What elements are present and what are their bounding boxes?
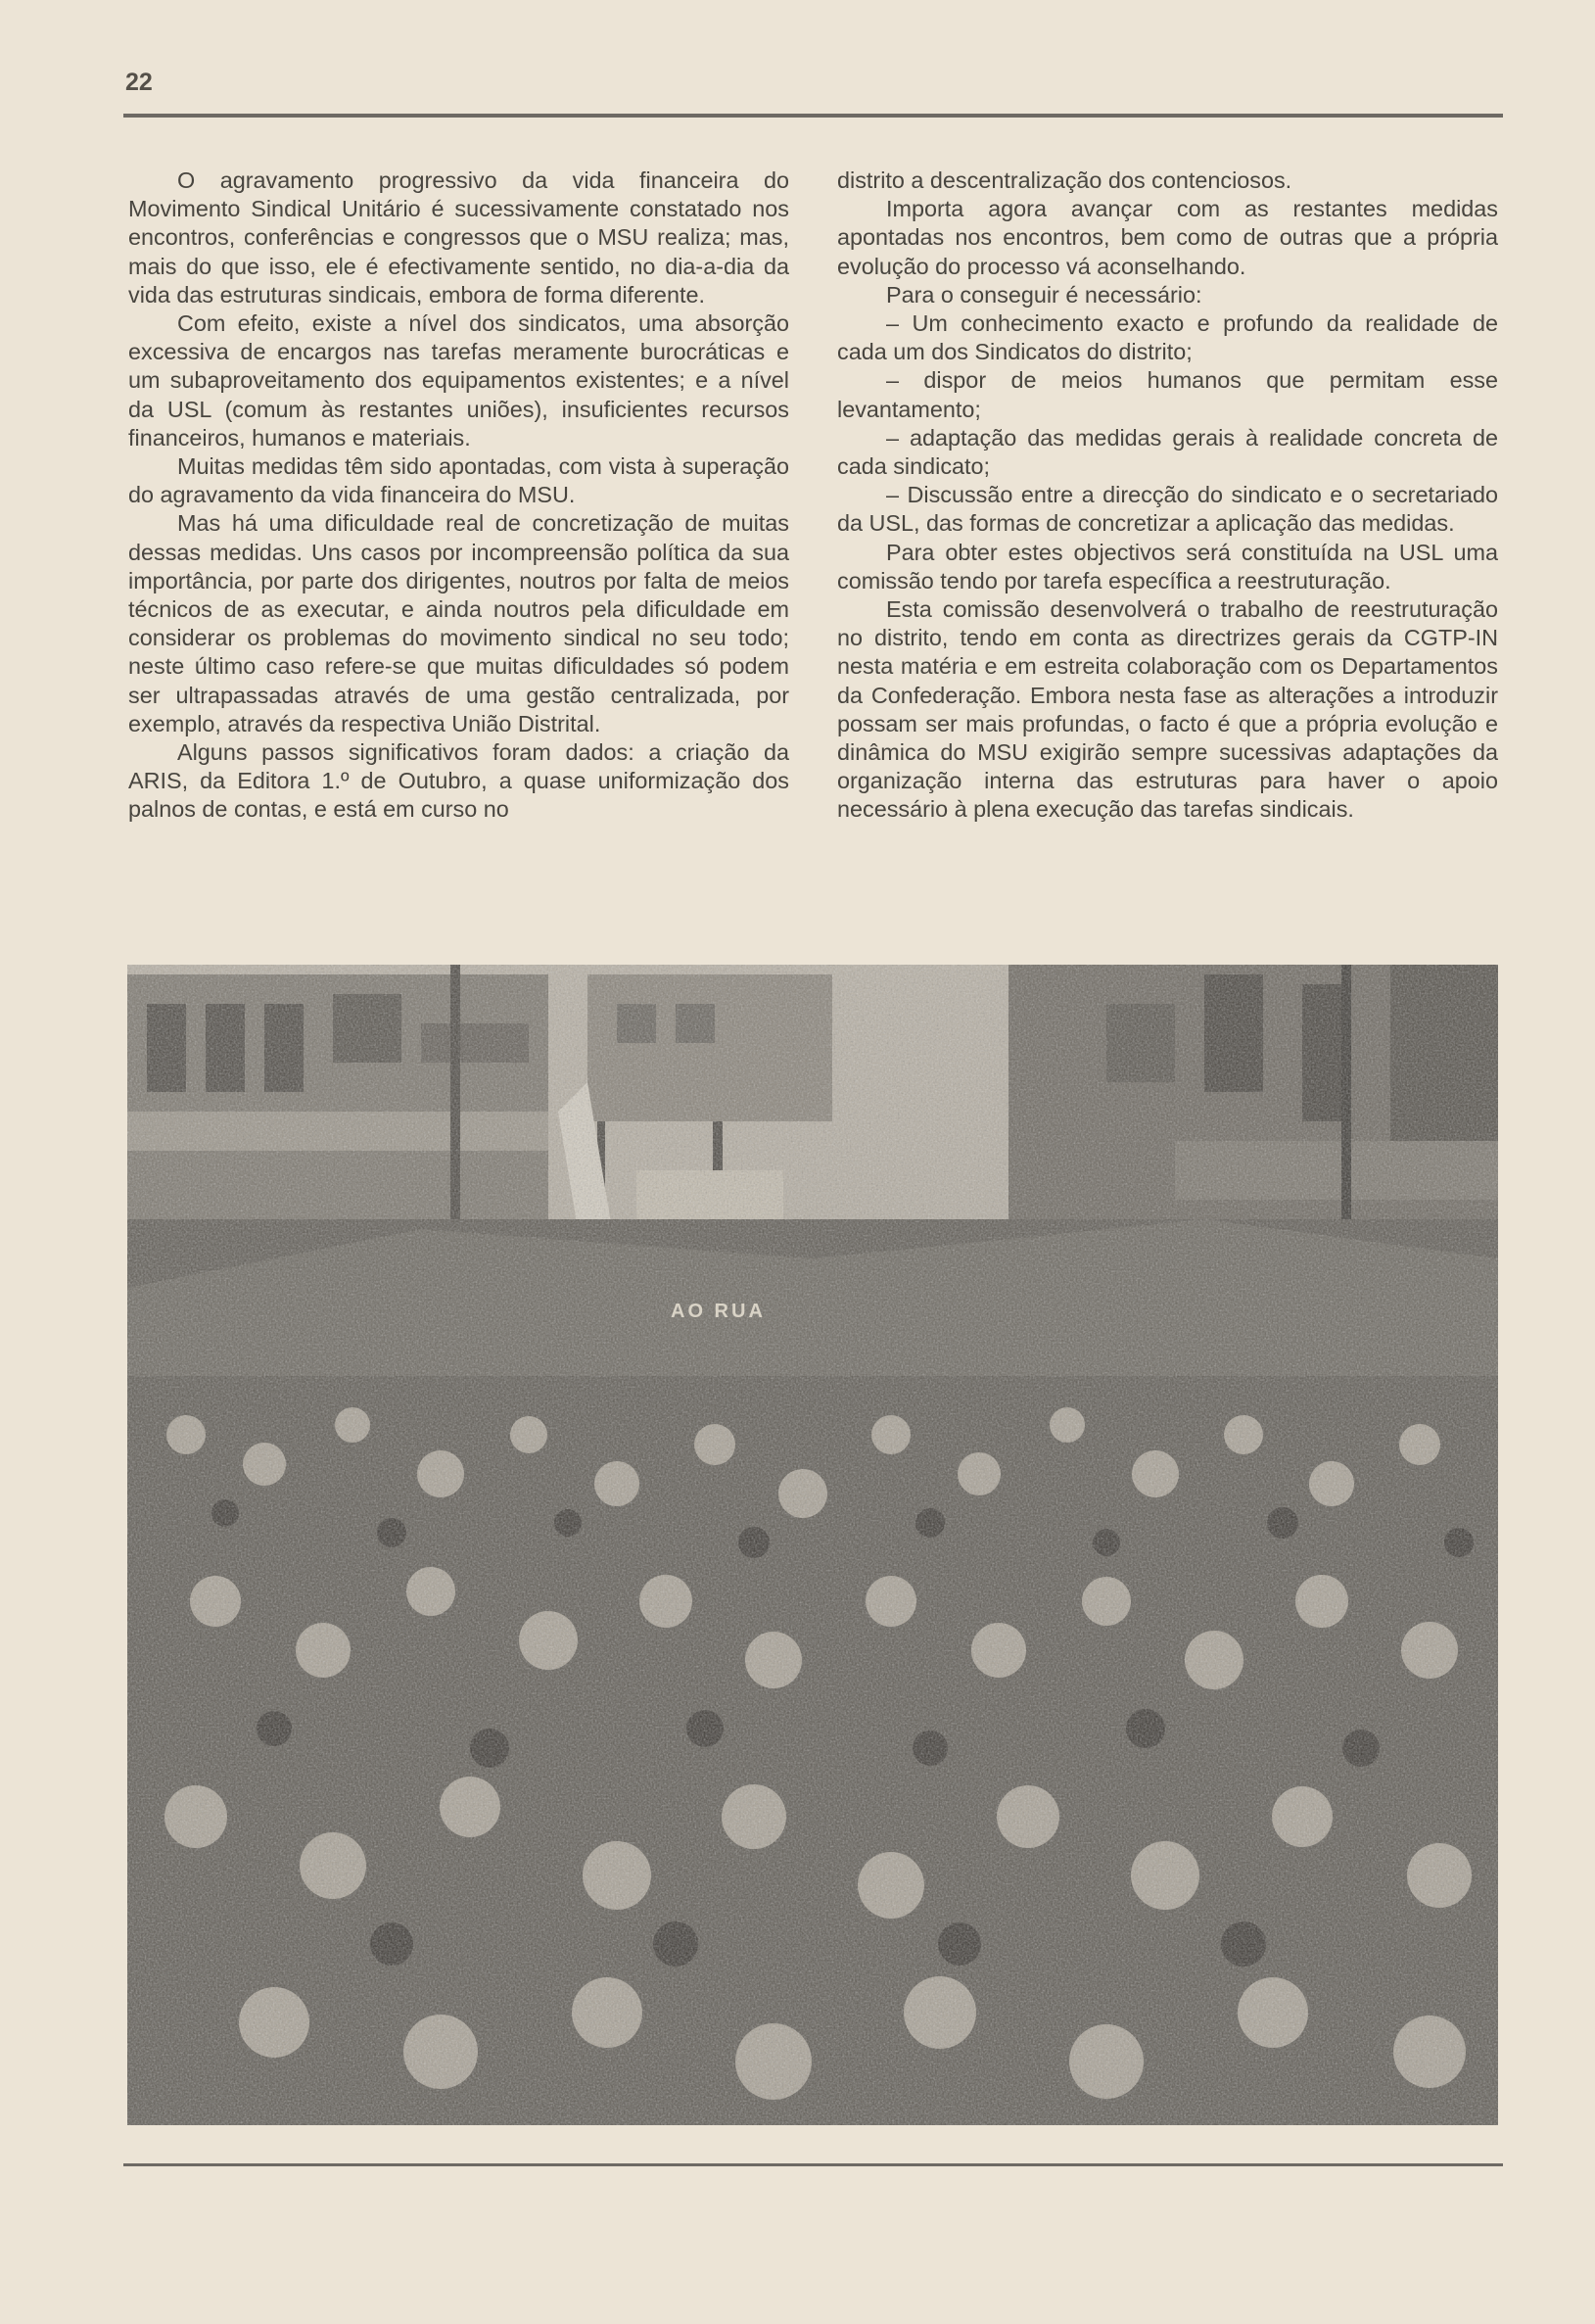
footer-rule (123, 2163, 1503, 2166)
left-text-column (128, 166, 789, 825)
paragraph: Importa agora avançar com as restantes medidas apontadas nos encontros, bem como de outras que a própria evolução do processo vá aconselhando. (837, 196, 1498, 279)
paragraph: Para o conseguir é necessário: (886, 281, 1202, 308)
crowd-photo-image (127, 965, 1498, 2125)
list-item: – Discussão entre a direcção do sindicato e o secretariado da USL, das formas de concretizar a aplicação das medidas. (837, 482, 1498, 537)
header-rule (123, 114, 1503, 118)
right-text-column (837, 166, 1498, 825)
paragraph: Com efeito, existe a nível dos sindicatos, uma absorção excessiva de encargos nas tarefas meramente burocráticas e um subaproveitamento dos equipamentos existentes; e a nível da USL (comum às restantes uniões), insuficientes recursos financeiros, humanos e materiais. (128, 310, 789, 451)
page-number: 22 (125, 69, 153, 96)
paragraph: Mas há uma dificuldade real de concretização de muitas dessas medidas. Uns casos por incompreensão política da sua importância, por parte dos dirigentes, noutros por falta de meios técnicos de as executar, e ainda noutros pela dificuldade em considerar os problemas do movimento sindical no seu todo; neste último caso refere-se que muitas dificuldades só podem ser ultrapassadas através de uma gestão centralizada, por exemplo, através da respectiva União Distrital. (128, 510, 789, 736)
paragraph: Esta comissão desenvolverá o trabalho de reestruturação no distrito, tendo em conta as directrizes gerais da CGTP-IN nesta matéria e em estreita colaboração com os Departamentos da Confederação. Embora nesta fase as alterações a introduzir possam ser mais profundas, o facto é que a própria evolução e dinâmica do MSU exigirão sempre sucessivas adaptações da organização interna das estruturas para haver o apoio necessário à plena execução das tarefas sindicais. (837, 596, 1498, 823)
paragraph: distrito a descentralização dos contenciosos. (837, 167, 1292, 193)
paragraph: Muitas medidas têm sido apontadas, com vista à superação do agravamento da vida financeira do MSU. (128, 453, 789, 508)
paragraph: Alguns passos significativos foram dados: a criação da ARIS, da Editora 1.º de Outubro, a quase uniformização dos palnos de contas, e está em curso no (128, 739, 789, 823)
list-item: – dispor de meios humanos que permitam esse levantamento; (837, 367, 1498, 422)
paragraph: O agravamento progressivo da vida financeira do Movimento Sindical Unitário é sucessivamente constatado nos encontros, conferências e congressos que o MSU realiza; mas, mais do que isso, ele é efectivamente sentido, no dia-a-dia da vida das estruturas sindicais, embora de forma diferente. (128, 167, 789, 308)
crowd-photo (127, 965, 1498, 2125)
paragraph: Para obter estes objectivos será constituída na USL uma comissão tendo por tarefa específica a reestruturação. (837, 539, 1498, 593)
photo-sign-text: AO RUA (671, 1301, 766, 1322)
list-item: – adaptação das medidas gerais à realidade concreta de cada sindicato; (837, 424, 1498, 480)
list-item: – Um conhecimento exacto e profundo da realidade de cada um dos Sindicatos do distrito; (837, 310, 1498, 365)
